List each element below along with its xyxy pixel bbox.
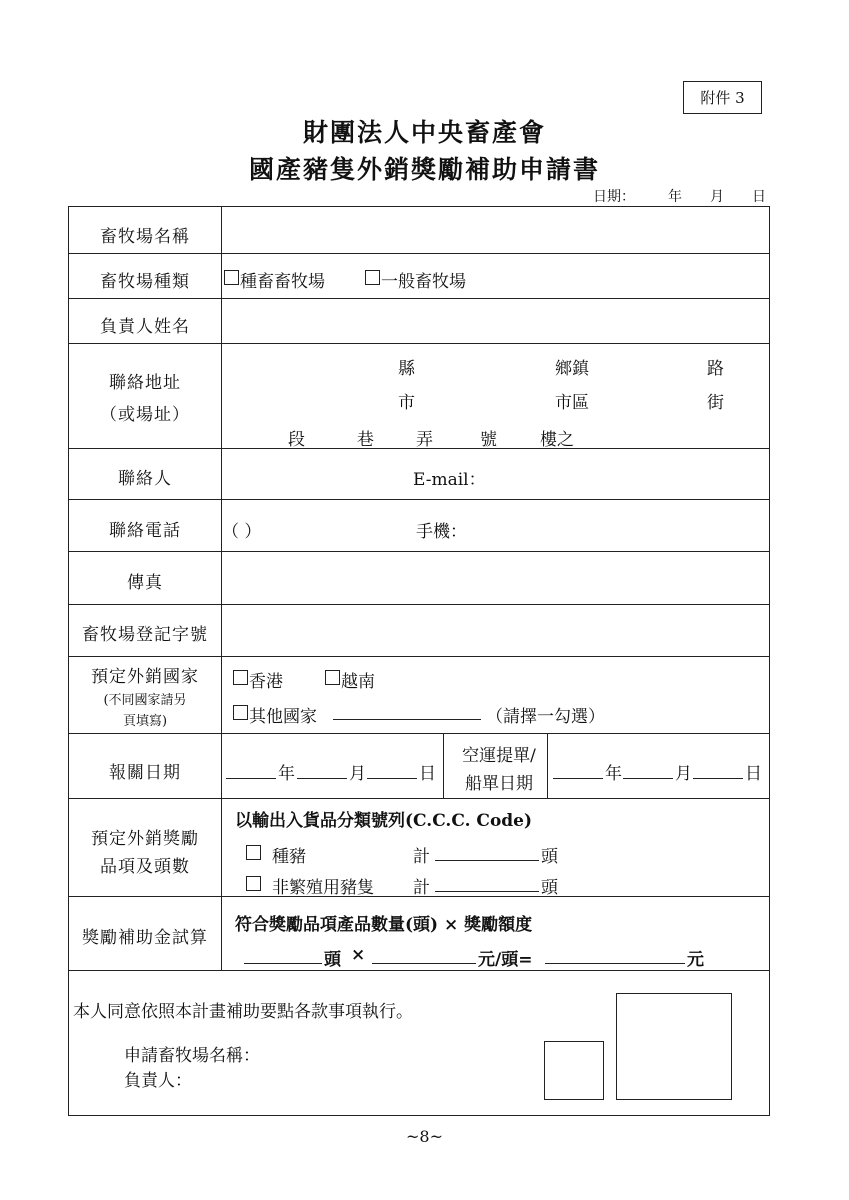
row-divider — [69, 253, 769, 254]
mobile-label: 手機： — [416, 522, 467, 542]
bill-day: 日 — [745, 764, 762, 784]
address-alley: 弄 — [416, 430, 433, 450]
customs-month: 月 — [349, 764, 366, 784]
registration-field[interactable] — [222, 605, 768, 654]
general-farm-checkbox[interactable] — [365, 270, 380, 285]
row-divider — [69, 499, 769, 500]
general-farm-option: 一般畜牧場 — [381, 272, 466, 292]
non-breeding-pig-count-blank[interactable] — [435, 891, 539, 892]
date-month: 月 — [710, 189, 724, 205]
calc-per-head: 元/頭= — [478, 950, 533, 970]
agreement-statement: 本人同意依照本計畫補助要點各款事項執行。 — [73, 1002, 413, 1022]
breeding-pig-count-blank[interactable] — [435, 860, 539, 861]
breeding-farm-checkbox[interactable] — [224, 270, 239, 285]
breeding-pig-checkbox[interactable] — [246, 845, 261, 860]
breeding-farm-option: 種畜畜牧場 — [240, 272, 325, 292]
customs-date-label: 報關日期 — [109, 763, 181, 783]
address-label: 聯絡地址 — [109, 373, 181, 393]
other-country-checkbox[interactable] — [233, 705, 248, 720]
breeding-pig-unit: 頭 — [541, 847, 558, 867]
application-form — [68, 206, 770, 1116]
date-day: 日 — [752, 189, 766, 205]
calc-label: 獎勵補助金試算 — [82, 928, 208, 948]
row-divider — [69, 656, 769, 657]
bill-day-blank[interactable] — [693, 778, 743, 779]
non-breeding-pig-unit: 頭 — [541, 878, 558, 898]
address-road: 路 — [707, 359, 724, 379]
owner-name-field[interactable] — [222, 299, 768, 342]
country-instruction: （請擇一勾選） — [486, 707, 605, 727]
address-lane: 巷 — [357, 430, 374, 450]
vietnam-checkbox[interactable] — [325, 670, 340, 685]
bill-year: 年 — [605, 764, 622, 784]
row-divider — [69, 970, 769, 971]
breeding-pig-total: 計 — [413, 847, 430, 867]
address-section: 段 — [288, 430, 305, 450]
calc-yuan: 元 — [687, 950, 704, 970]
owner-name-label: 負責人姓名 — [100, 317, 190, 337]
country-note-2: 頁填寫) — [122, 714, 168, 729]
row-divider — [69, 798, 769, 799]
address-label-alt: （或場址） — [100, 405, 190, 425]
customs-year: 年 — [278, 764, 295, 784]
address-number: 號 — [480, 430, 497, 450]
bill-year-blank[interactable] — [553, 778, 603, 779]
annex-label: 附件 3 — [683, 81, 762, 114]
ccc-code-header: 以輸出入貨品分類號列(C.C.C. Code) — [235, 811, 533, 831]
bill-month: 月 — [675, 764, 692, 784]
contact-label: 聯絡人 — [118, 469, 172, 489]
farm-name-field[interactable] — [222, 208, 768, 252]
row-divider — [69, 551, 769, 552]
address-county: 縣 — [398, 359, 415, 379]
country-label: 預定外銷國家 — [91, 667, 199, 687]
non-breeding-pig-item: 非繁殖用豬隻 — [272, 878, 374, 898]
non-breeding-pig-total: 計 — [413, 878, 430, 898]
email-label: E-mail： — [413, 470, 486, 490]
row-divider — [69, 733, 769, 734]
bill-month-blank[interactable] — [623, 778, 673, 779]
other-country-option: 其他國家 — [249, 707, 317, 727]
non-breeding-pig-checkbox[interactable] — [246, 876, 261, 891]
date-year: 年 — [668, 189, 682, 205]
calc-times: × — [351, 945, 366, 965]
date-label: 日期： — [593, 189, 635, 205]
address-street: 街 — [707, 393, 724, 413]
hongkong-checkbox[interactable] — [233, 670, 248, 685]
other-country-blank[interactable] — [333, 719, 481, 720]
country-note-1: (不同國家請另 — [103, 693, 187, 708]
area-code-paren: （ ） — [222, 522, 262, 542]
calc-formula: 符合獎勵品項產品數量(頭) × 獎勵額度 — [235, 915, 533, 935]
owner-signature-label: 負責人： — [124, 1071, 192, 1091]
title-form: 國產豬隻外銷獎勵補助申請書 — [248, 155, 600, 184]
address-city: 市 — [398, 393, 415, 413]
fax-field[interactable] — [222, 553, 768, 602]
address-district: 市區 — [555, 393, 589, 413]
items-label-2: 品項及頭數 — [100, 857, 190, 877]
calc-head: 頭 — [324, 950, 341, 970]
farm-name-label: 畜牧場名稱 — [100, 227, 190, 247]
vietnam-option: 越南 — [341, 672, 375, 692]
calc-total-blank[interactable] — [545, 963, 685, 964]
farm-seal-box[interactable] — [616, 993, 732, 1100]
phone-label: 聯絡電話 — [109, 521, 181, 541]
column-divider — [443, 733, 444, 798]
farm-type-label: 畜牧場種類 — [100, 272, 190, 292]
breeding-pig-item: 種豬 — [272, 847, 306, 867]
page-number: ~8~ — [406, 1127, 443, 1146]
customs-month-blank[interactable] — [297, 778, 347, 779]
address-township: 鄉鎮 — [555, 359, 589, 379]
items-label: 預定外銷獎勵 — [91, 829, 199, 849]
address-floor: 樓之 — [540, 430, 574, 450]
fax-label: 傳真 — [127, 573, 163, 593]
row-divider — [69, 343, 769, 344]
bill-date-label-1: 空運提單/ — [462, 746, 536, 766]
hongkong-option: 香港 — [249, 672, 283, 692]
title-organization: 財團法人中央畜產會 — [302, 118, 546, 147]
bill-date-label-2: 船單日期 — [465, 774, 533, 794]
customs-day: 日 — [419, 764, 436, 784]
customs-year-blank[interactable] — [226, 778, 276, 779]
owner-seal-box[interactable] — [544, 1041, 604, 1100]
calc-head-blank[interactable] — [244, 963, 322, 964]
registration-label: 畜牧場登記字號 — [82, 625, 208, 645]
applicant-farm-label: 申請畜牧場名稱： — [124, 1046, 260, 1066]
calc-rate-blank[interactable] — [372, 963, 476, 964]
customs-day-blank[interactable] — [367, 778, 417, 779]
